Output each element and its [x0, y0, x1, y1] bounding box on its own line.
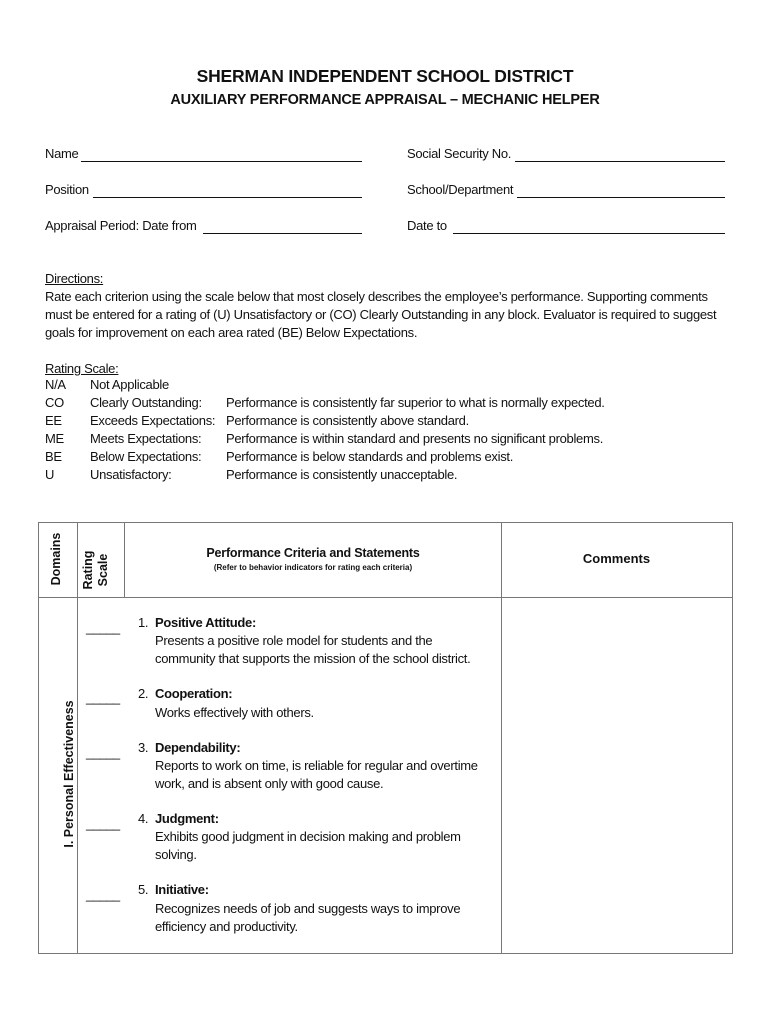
rating-desc: Performance is below standards and problems exist. [226, 449, 514, 464]
position-label: Position [45, 182, 89, 197]
criterion-desc [155, 828, 485, 864]
criterion-title: Judgment: [155, 811, 219, 826]
criteria-header: Performance Criteria and Statements [206, 546, 420, 560]
criterion-number: 2. [138, 686, 149, 701]
criterion-desc-line: Recognizes needs of job and suggests ways to improve [155, 901, 461, 916]
directions-line: must be entered for a rating of (U) Unsatisfactory or (CO) Clearly Outstanding in any block. Evaluator is required to suggest [45, 307, 717, 322]
directions-line: Rate each criterion using the scale below that most closely describes the employee’s performance. Supporting comments [45, 289, 708, 304]
criterion-desc-line: Exhibits good judgment in decision making and problem [155, 829, 461, 844]
criterion-number: 3. [138, 740, 149, 755]
ssn-field[interactable] [515, 161, 725, 162]
rating-desc: Performance is consistently above standard. [226, 413, 469, 428]
directions-heading: Directions: [45, 271, 104, 286]
directions [45, 270, 745, 342]
criterion-desc-line: community that supports the mission of the school district. [155, 651, 471, 666]
criterion-title: Initiative: [155, 882, 209, 897]
table-divider [124, 522, 125, 598]
comments-area[interactable] [503, 599, 729, 951]
period-label: Appraisal Period: Date from [45, 218, 197, 233]
date-from-field[interactable] [203, 233, 362, 234]
rating-label: Meets Expectations: [90, 431, 202, 446]
rating-code: CO [45, 395, 64, 410]
rating-code: BE [45, 449, 62, 464]
criterion-desc [155, 704, 485, 722]
position-field[interactable] [93, 197, 362, 198]
page-title: SHERMAN INDEPENDENT SCHOOL DISTRICT [196, 66, 574, 86]
criteria-header-note: (Refer to behavior indicators for rating each criteria) [213, 563, 413, 572]
rating-desc: Performance is consistently far superior to what is normally expected. [226, 395, 605, 410]
page-subtitle: AUXILIARY PERFORMANCE APPRAISAL – MECHANIC HELPER [170, 92, 600, 108]
criterion-desc-line: solving. [155, 847, 197, 862]
criterion-title: Positive Attitude: [155, 615, 257, 630]
criterion-desc-line: work, and is absent only with good cause. [155, 776, 384, 791]
rating-blank-1[interactable]: _____ [86, 620, 120, 635]
criterion-desc-line: Reports to work on time, is reliable for regular and overtime [155, 758, 478, 773]
rating-blank-5[interactable]: _____ [86, 887, 120, 902]
rating-blank-4[interactable]: _____ [86, 816, 120, 831]
rating-desc: Performance is consistently unacceptable. [226, 467, 458, 482]
rating-label: Clearly Outstanding: [90, 395, 202, 410]
ssn-label: Social Security No. [407, 146, 512, 161]
rating-blank-3[interactable]: _____ [86, 745, 120, 760]
scale-header-line: Scale [96, 553, 110, 587]
domain-label: I. Personal Effectiveness [62, 700, 76, 848]
criterion-number: 4. [138, 811, 149, 826]
rating-scale-heading: Rating Scale: [45, 361, 119, 376]
criterion-desc [155, 632, 500, 668]
rating-header-line: Rating [81, 550, 95, 590]
criterion-title: Cooperation: [155, 686, 233, 701]
rating-code: ME [45, 431, 64, 446]
domains-header: Domains [49, 532, 63, 586]
rating-blank-2[interactable]: _____ [86, 690, 120, 705]
school-label: School/Department [407, 182, 514, 197]
criterion-title: Dependability: [155, 740, 241, 755]
comments-header: Comments [582, 551, 651, 566]
rating-code: U [45, 467, 55, 482]
rating-code: N/A [45, 377, 66, 392]
rating-code: EE [45, 413, 62, 428]
date-to-field[interactable] [453, 233, 725, 234]
rating-label: Not Applicable [90, 377, 169, 392]
rating-label: Below Expectations: [90, 449, 202, 464]
criterion-desc-line: Presents a positive role model for students and the [155, 633, 433, 648]
name-field[interactable] [81, 161, 362, 162]
name-label: Name [45, 146, 79, 161]
criterion-desc [155, 900, 485, 936]
criterion-desc-line: Works effectively with others. [155, 705, 314, 720]
rating-scale-header [81, 540, 121, 600]
directions-line: goals for improvement on each area rated (BE) Below Expectations. [45, 325, 418, 340]
rating-label: Exceeds Expectations: [90, 413, 216, 428]
date-to-label: Date to [407, 218, 447, 233]
school-field[interactable] [517, 197, 725, 198]
rating-label: Unsatisfactory: [90, 467, 172, 482]
criterion-number: 5. [138, 882, 149, 897]
rating-desc: Performance is within standard and presents no significant problems. [226, 431, 604, 446]
table-divider [38, 597, 733, 598]
table-divider [501, 522, 502, 954]
criterion-number: 1. [138, 615, 149, 630]
criterion-desc [155, 757, 500, 793]
criterion-desc-line: efficiency and productivity. [155, 919, 298, 934]
